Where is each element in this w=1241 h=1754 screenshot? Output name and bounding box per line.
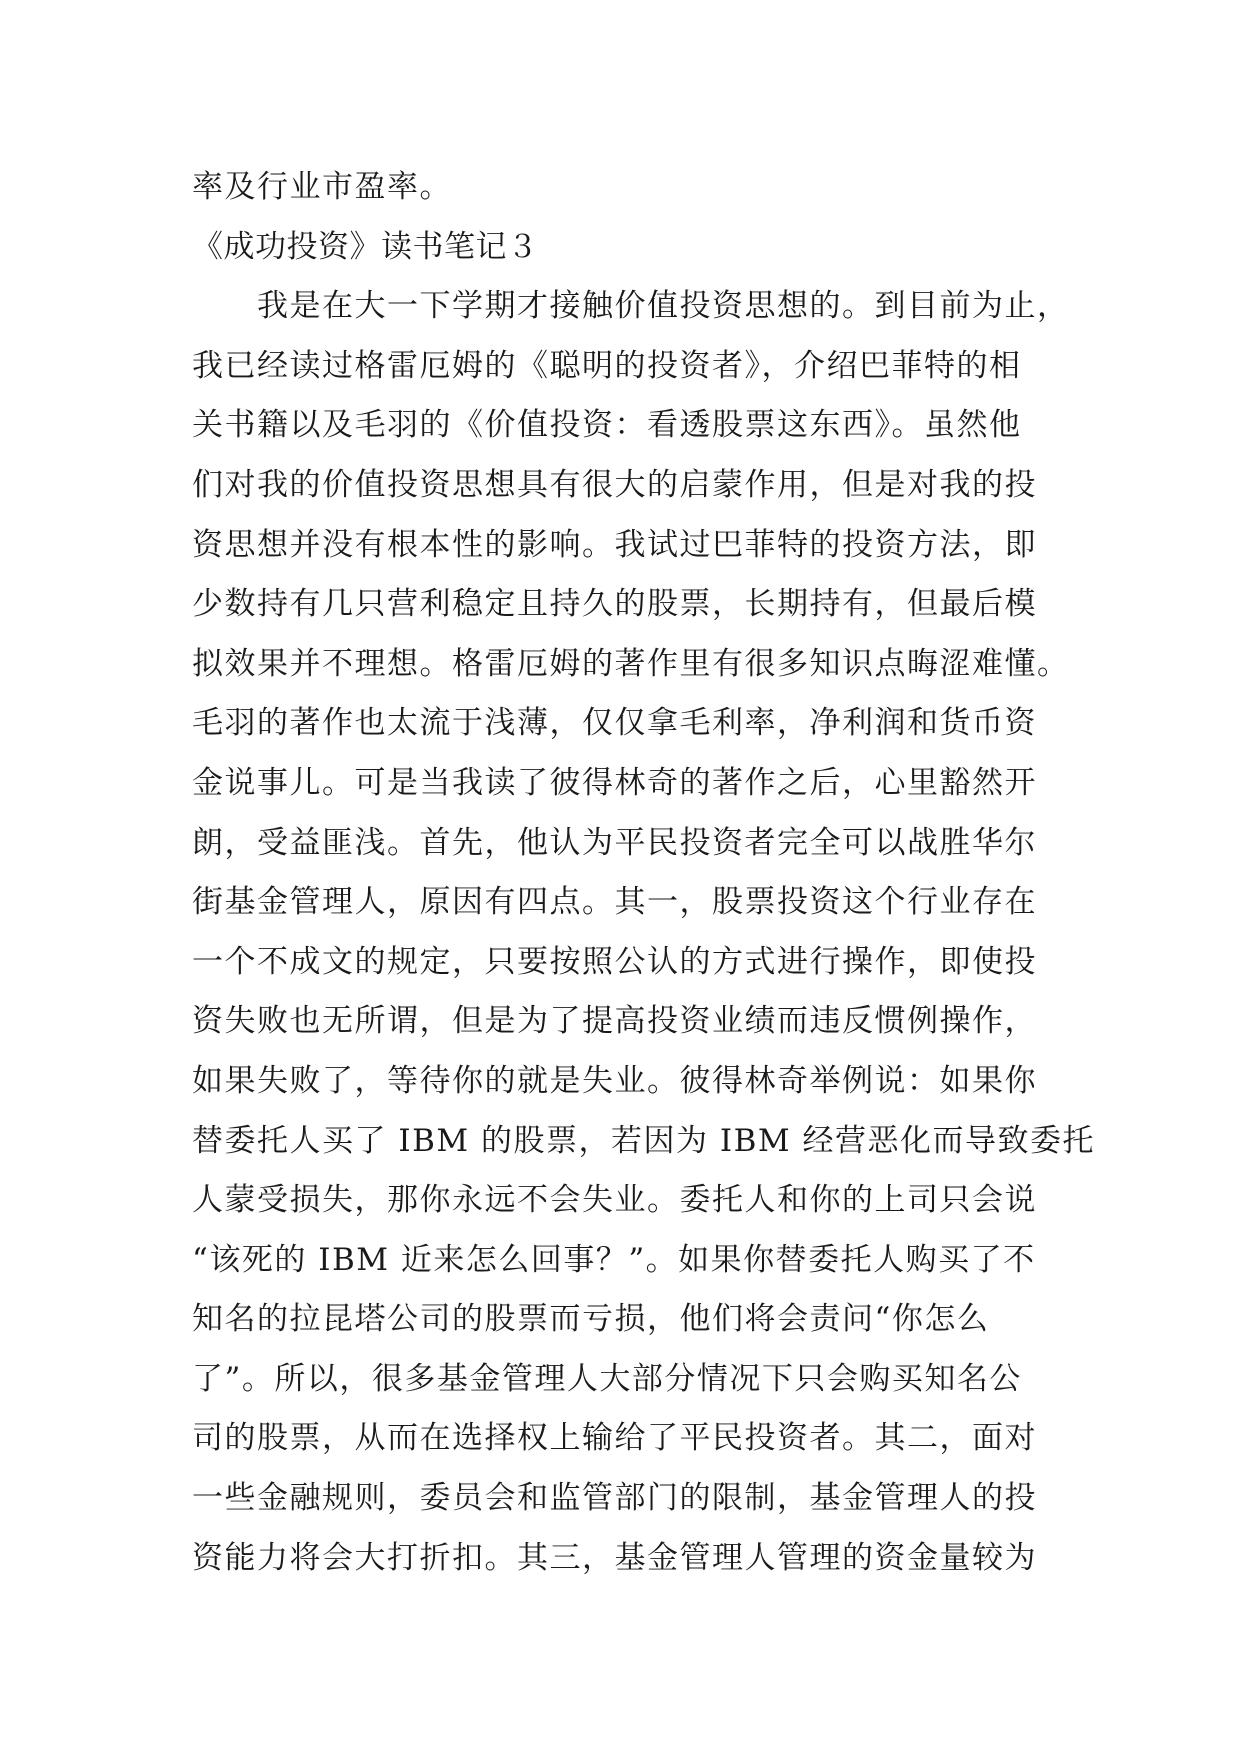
text-line: 率及行业市盈率。: [192, 169, 452, 205]
text-line: 如果失败了，等待你的就是失业。彼得林奇举例说：如果你: [192, 1062, 1037, 1099]
text-line: 知名的拉昆塔公司的股票而亏损，他们将会责问“你怎么: [192, 1301, 990, 1338]
text-line: 了”。所以，很多基金管理人大部分情况下只会购买知名公: [192, 1360, 1022, 1397]
section-heading: 《成功投资》读书笔记３: [192, 228, 539, 265]
text-line: “该死的 IBM 近来怎么回事？”。如果你替委托人购买了不: [192, 1241, 1036, 1278]
text-line: 朗，受益匪浅。首先，他认为平民投资者完全可以战胜华尔: [192, 824, 1037, 861]
text-line: 资思想并没有根本性的影响。我试过巴菲特的投资方法，即: [192, 526, 1037, 563]
text-line: 我是在大一下学期才接触价值投资思想的。到目前为止，: [192, 288, 1070, 325]
text-line: 毛羽的著作也太流于浅薄，仅仅拿毛利率，净利润和货币资: [192, 705, 1037, 742]
text-line: 我已经读过格雷厄姆的《聪明的投资者》，介绍巴菲特的相: [192, 347, 1022, 384]
text-line: 人蒙受损失，那你永远不会失业。委托人和你的上司只会说: [192, 1182, 1037, 1219]
text-line: 资失败也无所谓，但是为了提高投资业绩而违反惯例操作，: [192, 1003, 1037, 1040]
text-line: 关书籍以及毛羽的《价值投资：看透股票这东西》。虽然他: [192, 407, 1022, 444]
text-line: 司的股票，从而在选择权上输给了平民投资者。其二，面对: [192, 1420, 1037, 1457]
text-line: 替委托人买了 IBM 的股票，若因为 IBM 经营恶化而导致委托: [192, 1122, 1095, 1159]
text-line: 金说事儿。可是当我读了彼得林奇的著作之后，心里豁然开: [192, 764, 1037, 801]
text-line: 拟效果并不理想。格雷厄姆的著作里有很多知识点晦涩难懂。: [192, 645, 1070, 682]
text-line: 资能力将会大打折扣。其三，基金管理人管理的资金量较为: [192, 1539, 1037, 1576]
text-line: 一些金融规则，委员会和监管部门的限制，基金管理人的投: [192, 1480, 1037, 1517]
text-line: 们对我的价值投资思想具有很大的启蒙作用，但是对我的投: [192, 466, 1037, 503]
body-text: [192, 158, 1095, 1588]
text-line: 一个不成文的规定，只要按照公认的方式进行操作，即使投: [192, 943, 1037, 980]
text-line: 街基金管理人，原因有四点。其一，股票投资这个行业存在: [192, 884, 1037, 921]
text-line: 少数持有几只营利稳定且持久的股票，长期持有，但最后模: [192, 586, 1037, 623]
